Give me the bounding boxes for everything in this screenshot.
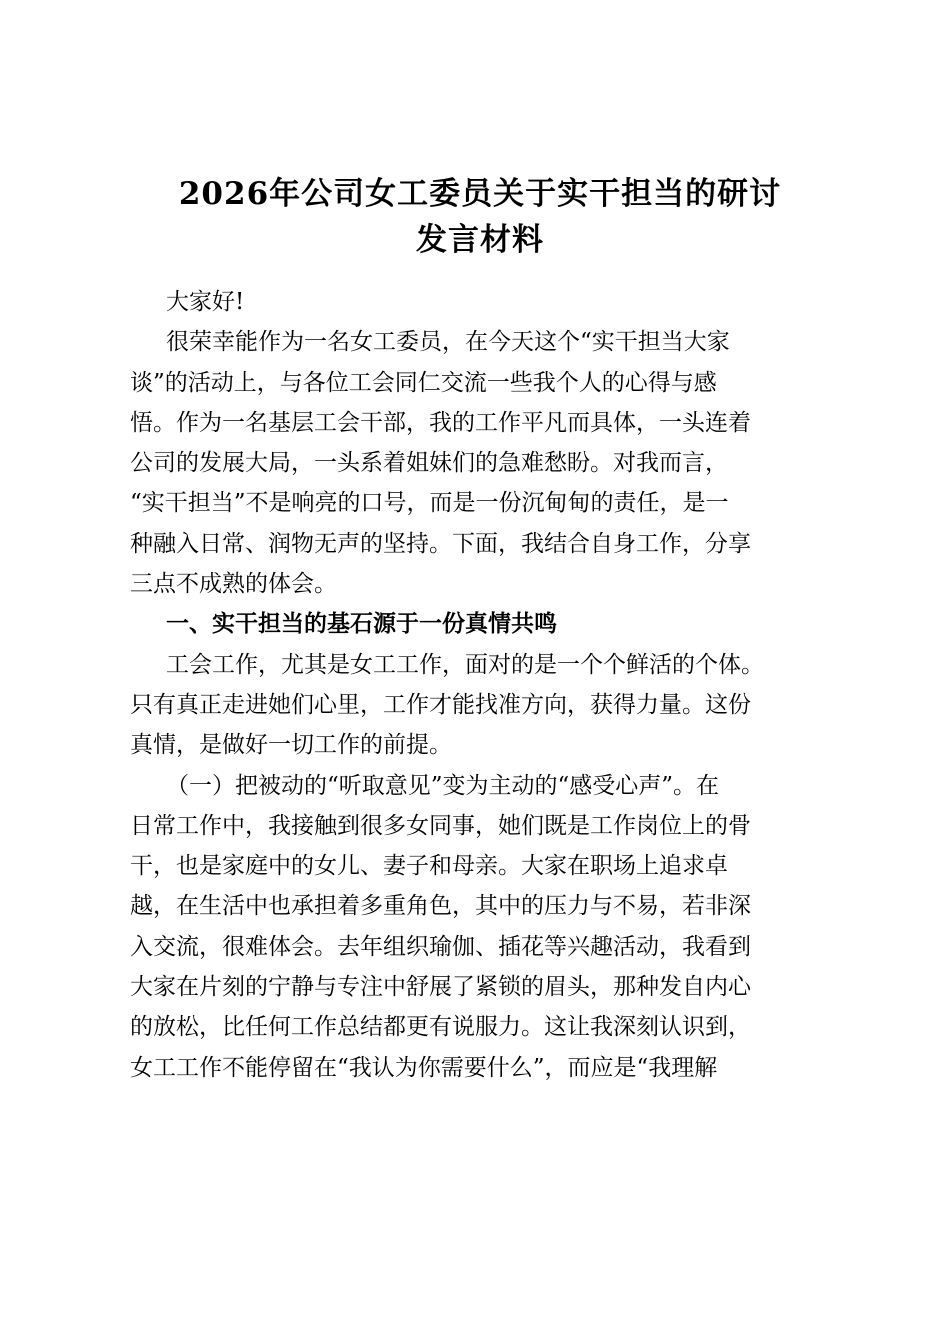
- paragraph-line: 越，在生活中也承担着多重角色，其中的压力与不易，若非深: [130, 893, 751, 920]
- paragraph-line: 公司的发展大局，一头系着姐妹们的急难愁盼。对我而言，: [130, 450, 728, 477]
- section-heading: 一、实干担当的基石源于一份真情共鸣: [166, 610, 557, 638]
- paragraph-line: 干，也是家庭中的女儿、妻子和母亲。大家在职场上追求卓: [130, 853, 728, 880]
- paragraph-line: 入交流，很难体会。去年组织瑜伽、插花等兴趣活动，我看到: [130, 933, 751, 960]
- greeting: 大家好!: [166, 289, 245, 315]
- document-title-line-2: 发言材料: [416, 222, 544, 258]
- paragraph-line: 很荣幸能作为一名女工委员，在今天这个“实干担当大家: [166, 329, 730, 356]
- paragraph-line: 悟。作为一名基层工会干部，我的工作平凡而具体，一头连着: [130, 409, 751, 436]
- paragraph-line: 女工工作不能停留在“我认为你需要什么”，而应是“我理解: [130, 1054, 718, 1081]
- paragraph-line: 种融入日常、润物无声的坚持。下面，我结合自身工作，分享: [130, 530, 751, 557]
- paragraph-line: 日常工作中，我接触到很多女同事，她们既是工作岗位上的骨: [130, 812, 751, 839]
- document-body: [130, 282, 830, 1088]
- paragraph-line: 大家在片刻的宁静与专注中舒展了紧锁的眉头，那种发自内心: [130, 974, 751, 1001]
- paragraph-line: 工会工作，尤其是女工工作，面对的是一个个鲜活的个体。: [166, 651, 764, 678]
- paragraph-line: 三点不成熟的体会。: [130, 571, 337, 598]
- subsection-line: （一）把被动的“听取意见”变为主动的“感受心声”。在: [166, 772, 720, 799]
- paragraph-line: 真情，是做好一切工作的前提。: [130, 732, 452, 759]
- paragraph-line: 的放松，比任何工作总结都更有说服力。这让我深刻认识到，: [130, 1014, 751, 1041]
- paragraph-line: 只有真正走进她们心里，工作才能找准方向，获得力量。这份: [130, 691, 751, 718]
- paragraph-line: 谈”的活动上，与各位工会同仁交流一些我个人的心得与感: [130, 369, 717, 396]
- paragraph-line: “实干担当”不是响亮的口号，而是一份沉甸甸的责任，是一: [130, 490, 729, 517]
- document-title-line-1: 2026年公司女工委员关于实干担当的研讨: [178, 176, 782, 212]
